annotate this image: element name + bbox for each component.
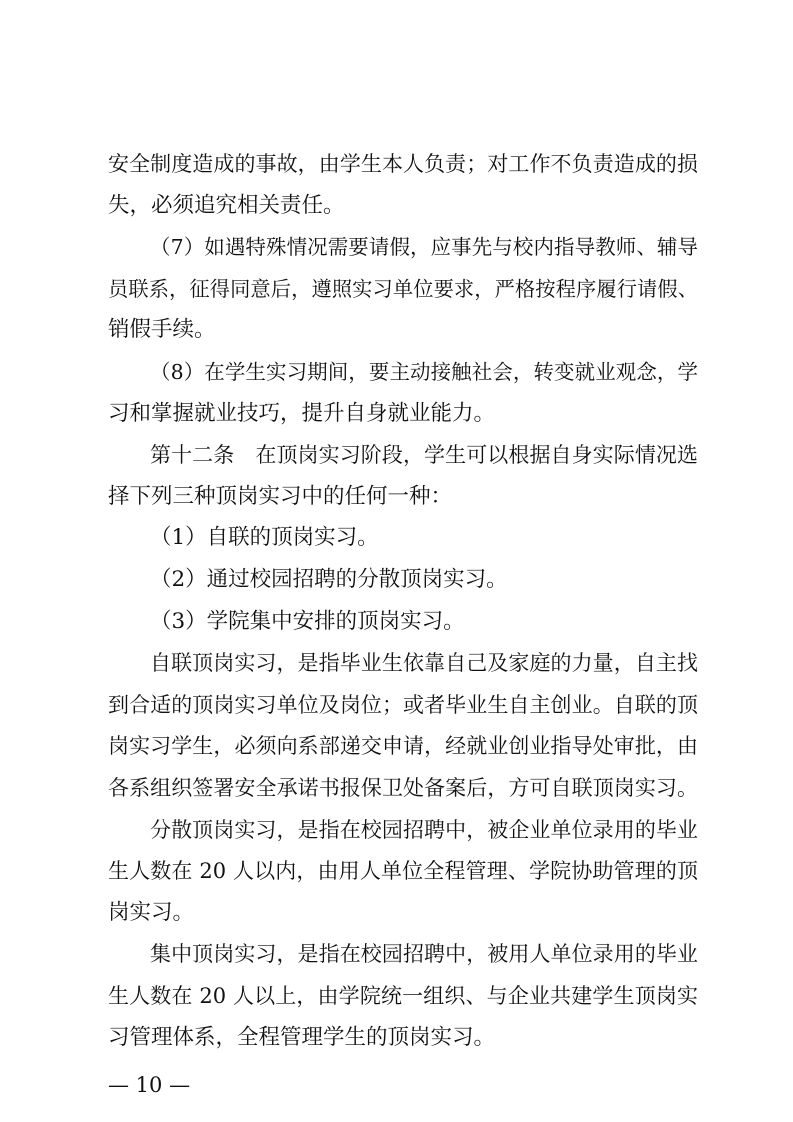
text-line: 生人数在 20 人以内，由用人单位全程管理、学院协助管理的顶 <box>108 859 698 883</box>
text-line: 分散顶岗实习，是指在校园招聘中，被企业单位录用的毕业 <box>150 818 698 842</box>
page-number: — 10 — <box>108 1073 191 1097</box>
text-line: 销假手续。 <box>108 317 216 342</box>
text-line: 生人数在 20 人以上，由学院统一组织、与企业共建学生顶岗实 <box>108 984 698 1008</box>
text-line: 择下列三种顶岗实习中的任何一种： <box>108 484 453 509</box>
text-line: 自联顶岗实习，是指毕业生依靠自己及家庭的力量，自主找 <box>150 651 698 675</box>
text-line: 员联系，征得同意后，遵照实习单位要求，严格按程序履行请假、 <box>108 277 698 301</box>
text-line: （7）如遇特殊情况需要请假，应事先与校内指导教师、辅导 <box>150 235 698 259</box>
text-line: 各系组织签署安全承诺书报保卫处备案后，方可自联顶岗实习。 <box>108 776 698 800</box>
text-line: 岗实习学生，必须向系部递交申请，经就业创业指导处审批，由 <box>108 734 698 758</box>
article-heading-line: 第十二条 在顶岗实习阶段，学生可以根据自身实际情况选 <box>150 443 698 467</box>
text-line: 安全制度造成的事故，由学生本人负责；对工作不负责造成的损 <box>108 152 698 176</box>
text-line: 到合适的顶岗实习单位及岗位；或者毕业生自主创业。自联的顶 <box>108 693 698 717</box>
text-line: 习管理体系，全程管理学生的顶岗实习。 <box>108 1025 496 1050</box>
list-item: （1）自联的顶岗实习。 <box>150 525 379 550</box>
list-item: （3）学院集中安排的顶岗实习。 <box>150 609 465 634</box>
text-line: 习和掌握就业技巧，提升自身就业能力。 <box>108 401 496 426</box>
text-line: 岗实习。 <box>108 900 195 925</box>
text-line: （8）在学生实习期间，要主动接触社会，转变就业观念，学 <box>150 360 698 384</box>
list-item: （2）通过校园招聘的分散顶岗实习。 <box>150 567 508 592</box>
text-line: 集中顶岗实习，是指在校园招聘中，被用人单位录用的毕业 <box>150 942 698 966</box>
text-line: 失，必须追究相关责任。 <box>108 193 345 218</box>
